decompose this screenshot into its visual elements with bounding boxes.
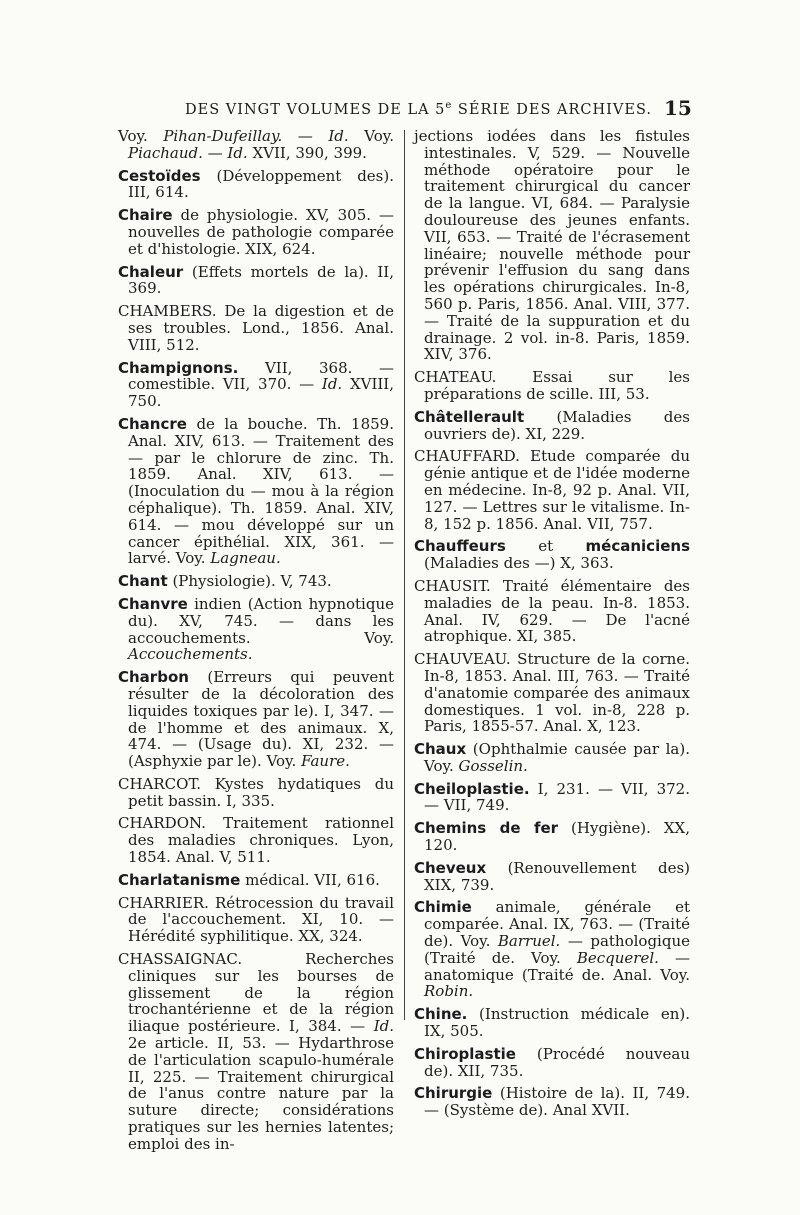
entry-text: Voy.: [348, 127, 394, 145]
entry-headword: Chanvre: [118, 594, 188, 613]
column-divider: [404, 130, 405, 1020]
entry-headword: Champignons.: [118, 358, 239, 377]
entry-text: (Ophthalmie causée par la). Voy.: [424, 740, 690, 775]
entry-headword: CHATEAU.: [414, 368, 497, 387]
entry-headword: Chiroplastie: [414, 1044, 516, 1063]
entry-text: jections iodées dans les fistules intestinales. V, 529. — Nouvelle méthode opératoire pour le traitement chirurgical du cancer de la langue. VI, 684. — Paralysie douloureuse des jeunes enfants. VII, 653. — Traité de l'écrasement linéaire; nouvelle méthode pour prévenir l'effusion du sang dans les opérations chirurgicales. In-8, 560 p. Paris, 1856. Anal. VIII, 377. — Traité de la suppuration et du drainage. 2 vol. in-8. Paris, 1859. XIV, 376.: [414, 127, 690, 364]
entry-text: Gosselin.: [458, 756, 528, 775]
entry-headword: Charbon: [118, 668, 189, 687]
entry-text: et: [505, 537, 586, 556]
entry-text: — pathologique (Traité de. Voy.: [424, 932, 690, 967]
entry-headword: Chaux: [414, 740, 467, 759]
entry-headword: CHARCOT.: [118, 774, 202, 793]
entry-headword: Chemins de fer: [414, 819, 559, 838]
entry-headword: Chant: [118, 572, 168, 591]
entry-text: (Physiologie). V, 743.: [167, 572, 332, 591]
entry-text: XVIII, 750.: [128, 375, 394, 411]
entry-text: Accouchements.: [128, 645, 253, 664]
entry-headword: CHAMBERS.: [118, 302, 217, 321]
index-entry: [118, 596, 394, 663]
entry-text: XVII, 390, 399.: [247, 143, 367, 162]
index-entry: [414, 1085, 690, 1119]
index-entry: [414, 369, 690, 403]
entry-text: Traité élémentaire des maladies de la peau. In-8. 1853. Anal. IV, 629. — De l'acné atrophique. XI, 385.: [424, 576, 690, 646]
running-title-pre: DES VINGT VOLUMES DE LA 5: [185, 101, 446, 118]
entry-text: médical. VII, 616.: [240, 870, 380, 889]
index-entry: [118, 128, 394, 162]
entry-text: VII, 368. — comestible. VII, 370. —: [128, 358, 394, 394]
index-entry: [118, 951, 394, 1153]
entry-text: Lagneau.: [210, 549, 281, 568]
index-entry: [118, 303, 394, 353]
entry-text: de la bouche. Th. 1859. Anal. XIV, 613. — Traitement des — par le chlorure de zinc. Th. 1859. Anal. XIV, 613. — (Inoculation du — mou à la région céphalique). Th. 1859. Anal. XIV, 614. — mou développé sur un cancer épithélial. XIX, 361. — larvé. Voy.: [128, 414, 394, 568]
entry-headword: CHAUSIT.: [414, 576, 491, 595]
index-entry: [414, 409, 690, 443]
entry-text: (Hygiène). XX, 120.: [424, 819, 690, 855]
entry-text: mécaniciens: [585, 537, 690, 556]
index-entry: [414, 651, 690, 735]
entry-text: Piachaud. — Id.: [128, 143, 248, 162]
entry-text: Essai sur les préparations de scille. III, 53.: [424, 368, 690, 403]
entry-headword: Charlatanisme: [118, 870, 241, 889]
entry-headword: CHAUVEAU.: [414, 650, 511, 669]
entry-headword: Châtellerault: [414, 407, 525, 426]
entry-text: (Renouvellement des) XIX, 739.: [424, 858, 690, 894]
entry-text: Pihan-Dufeillay. — Id.: [163, 127, 349, 145]
entry-text: De la digestion et de ses troubles. Lond., 1856. Anal. VIII, 512.: [128, 302, 394, 354]
index-entry: [414, 128, 690, 363]
entry-text: Id.: [373, 1017, 394, 1036]
index-entry: [118, 573, 394, 590]
entry-text: (Développement des). III, 614.: [128, 166, 394, 202]
running-header: [185, 100, 685, 118]
index-entry: [414, 860, 690, 894]
left-column: [118, 128, 394, 1159]
entry-headword: Chancre: [118, 414, 187, 433]
entry-text: (Erreurs qui peuvent résulter de la décoloration des liquides toxiques par le). I, 347. — de l'homme et des animaux. X, 474. — (Usage du). XI, 232. — (Asphyxie par le). Voy.: [128, 668, 394, 771]
entry-text: I, 231. — VII, 372. — VII, 749.: [424, 779, 690, 815]
index-entry: [414, 578, 690, 645]
entry-headword: Cheveux: [414, 858, 487, 877]
page-number: 15: [664, 96, 692, 120]
entry-text: 2e article. II, 53. — Hydarthrose de l'articulation scapulo-humérale II, 225. — Traitement chirurgical de l'anus contre nature par la suture directe; considérations pratiques sur les hernies latentes; emploi des in-: [128, 1034, 394, 1153]
entry-text: Structure de la corne. In-8, 1853. Anal. III, 763. — Traité d'anatomie comparée des animaux domestiques. 1 vol. in-8, 228 p. Paris, 1855-57. Anal. X, 123.: [424, 650, 690, 736]
entry-text: Kystes hydatiques du petit bassin. I, 335.: [128, 774, 394, 810]
entry-headword: CHARRIER.: [118, 893, 209, 912]
entry-text: (Effets mortels de la). II, 369.: [128, 262, 394, 298]
index-entry: [414, 781, 690, 815]
entry-text: Becquerel.: [576, 948, 659, 967]
index-entry: [118, 669, 394, 770]
index-entry: [118, 416, 394, 567]
entry-headword: Cestoïdes: [118, 166, 201, 185]
entry-text: Etude comparée du génie antique et de l'idée moderne en médecine. In-8, 92 p. Anal. VII, 127. — Lettres sur le vitalisme. In-8, 152 p. 1856. Anal. VII, 757.: [424, 447, 690, 533]
index-entry: [414, 820, 690, 854]
index-entry: [118, 815, 394, 865]
entry-text: Robin.: [424, 982, 474, 1001]
index-entry: [414, 899, 690, 1000]
entry-text: (Instruction médicale en). IX, 505.: [424, 1005, 690, 1041]
index-entry: [118, 872, 394, 889]
entry-text: (Maladies des —) X, 363.: [424, 554, 614, 573]
index-entry: [414, 1046, 690, 1080]
entry-text: (Maladies des ouvriers de). XI, 229.: [424, 407, 690, 443]
right-column: [414, 128, 690, 1125]
entry-text: (Histoire de la). II, 749. — (Système de). Anal XVII.: [424, 1084, 690, 1120]
entry-headword: Chaire: [118, 206, 173, 225]
entry-text: — anatomique (Traité de. Anal. Voy.: [424, 948, 690, 984]
entry-headword: CHAUFFARD.: [414, 447, 520, 466]
entry-text: (Procédé nouveau de). XII, 735.: [424, 1044, 690, 1080]
entry-text: animale, générale et comparée. Anal. IX, 763. — (Traité de). Voy.: [424, 898, 690, 951]
index-entry: [118, 207, 394, 257]
entry-headword: Chauffeurs: [414, 537, 506, 556]
entry-headword: Chaleur: [118, 262, 184, 281]
entry-text: Traitement rationnel des maladies chroniques. Lyon, 1854. Anal. V, 511.: [128, 814, 394, 867]
entry-text: Voy.: [118, 127, 164, 145]
entry-text: de physiologie. XV, 305. — nouvelles de pathologie comparée et d'histologie. XIX, 624.: [128, 206, 394, 258]
entry-text: Rétrocession du travail de l'accouchement. XI, 10. — Hérédité syphilitique. XX, 324.: [128, 893, 394, 946]
running-title-post: SÉRIE DES ARCHIVES.: [452, 101, 652, 118]
index-entry: [414, 741, 690, 775]
entry-headword: Chirurgie: [414, 1084, 493, 1103]
entry-text: Id.: [321, 375, 343, 394]
entry-headword: CHASSAIGNAC.: [118, 950, 243, 969]
index-entry: [414, 448, 690, 532]
entry-text: Faure.: [301, 752, 350, 771]
index-entry: [414, 538, 690, 572]
entry-text: Recherches cliniques sur les bourses de glissement de la région trochantérienne et de la région iliaque postérieure. I, 384. —: [128, 950, 394, 1036]
index-entry: [414, 1006, 690, 1040]
index-entry: [118, 168, 394, 202]
index-entry: [118, 360, 394, 410]
index-entry: [118, 776, 394, 810]
entry-headword: Chine.: [414, 1005, 468, 1024]
entry-text: Barruel.: [497, 932, 561, 951]
running-title-sup: e: [445, 100, 453, 111]
index-entry: [118, 264, 394, 298]
index-entry: [118, 895, 394, 945]
entry-headword: Chimie: [414, 898, 472, 917]
entry-text: indien (Action hypnotique du). XV, 745. — dans les accouchements. Voy.: [128, 594, 394, 647]
entry-headword: CHARDON.: [118, 814, 206, 833]
entry-headword: Cheiloplastie.: [414, 779, 530, 798]
